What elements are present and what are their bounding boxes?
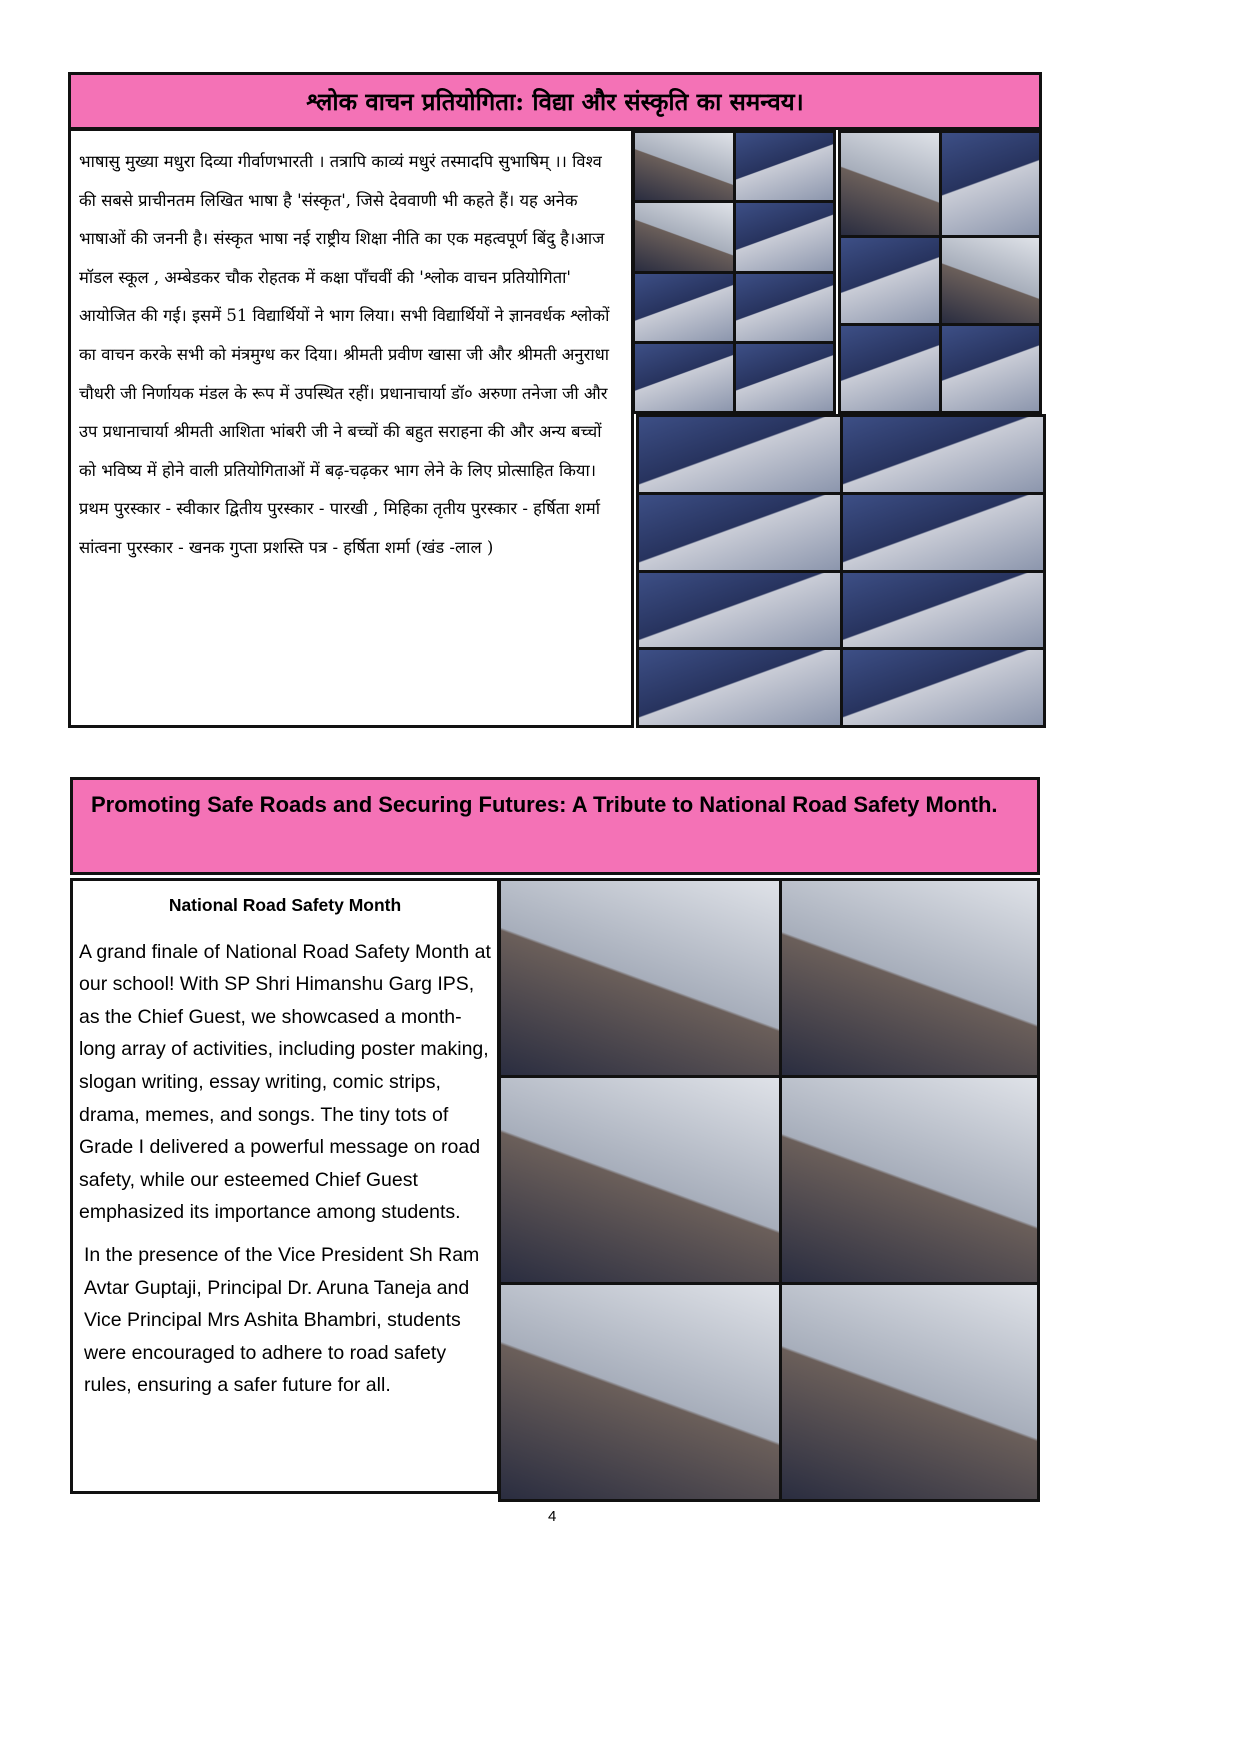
photo (635, 274, 733, 341)
photo (635, 203, 733, 270)
photo (501, 1078, 779, 1282)
road-safety-article (70, 878, 500, 1494)
shloka-photo-collage-c (636, 414, 1046, 728)
photo (843, 650, 1044, 725)
page-number: 4 (548, 1508, 557, 1525)
photo (736, 344, 834, 411)
road-safety-section-title: Promoting Safe Roads and Securing Futures: A Tribute to National Road Safety Month. (70, 777, 1040, 875)
photo (942, 326, 1040, 411)
photo (942, 133, 1040, 235)
photo (639, 573, 840, 648)
shloka-photo-collage-b (838, 130, 1042, 414)
article-paragraph-2: In the presence of the Vice President Sh Ram Avtar Guptaji, Principal Dr. Aruna Taneja and Vice Principal Mrs Ashita Bhambri, students were encouraged to adhere to road safety rules, ensuring a safer future for all. (84, 1243, 480, 1397)
photo (736, 133, 834, 200)
photo (635, 133, 733, 200)
photo (782, 1285, 1037, 1499)
shloka-photo-collage-a (632, 130, 836, 414)
photo (841, 238, 939, 323)
photo (639, 417, 840, 492)
photo (942, 238, 1040, 323)
photo (843, 573, 1044, 648)
road-safety-photo-grid (498, 878, 1040, 1502)
photo (841, 326, 939, 411)
photo (501, 881, 779, 1075)
article-paragraph-1: A grand finale of National Road Safety Month at our school! With SP Shri Himanshu Garg IPS, as the Chief Guest, we showcased a month-long array of activities, including poster making, slogan writing, essay writing, comic strips, drama, memes, and songs. The tiny tots of Grade I delivered a powerful message on road safety, while our esteemed Chief Guest emphasized its importance among students. (79, 940, 491, 1224)
article-subtitle: National Road Safety Month (168, 895, 402, 915)
photo (782, 1078, 1037, 1282)
photo (639, 495, 840, 570)
photo (736, 203, 834, 270)
photo (843, 495, 1044, 570)
shloka-section-title: श्लोक वाचन प्रतियोगिता: विद्या और संस्कृति का समन्वय। (68, 72, 1042, 130)
photo (736, 274, 834, 341)
photo (635, 344, 733, 411)
shloka-article-text: भाषासु मुख्या मधुरा दिव्या गीर्वाणभारती । तत्रापि काव्यं मधुरं तस्मादपि सुभाषिम् ।। विश्व की सबसे प्राचीनतम लिखित भाषा है 'संस्कृत', जिसे देववाणी भी कहते हैं। यह अनेक भाषाओं की जननी है। संस्कृत भाषा नई राष्ट्रीय शिक्षा नीति का एक महत्वपूर्ण बिंदु है।आज मॉडल स्कूल , अम्बेडकर चौक रोहतक में कक्षा पाँचवीं की 'श्लोक वाचन प्रतियोगिता' आयोजित की गई। इसमें 51 विद्यार्थियों ने भाग लिया। सभी विद्यार्थियों ने ज्ञानवर्धक श्लोकों का वाचन करके सभी को मंत्रमुग्ध कर दिया। श्रीमती प्रवीण खासा जी और श्रीमती अनुराधा चौधरी जी निर्णायक मंडल के रूप में उपस्थित रहीं। प्रधानाचार्या डॉ० अरुणा तनेजा जी और उप प्रधानाचार्या श्रीमती आशिता भांबरी जी ने बच्चों की बहुत सराहना की और अन्य बच्चों को भविष्य में होने वाली प्रतियोगिताओं में बढ़-चढ़कर भाग लेने के लिए प्रोत्साहित किया। प्रथम पुरस्कार - स्वीकार द्वितीय पुरस्कार - पारखी , मिहिका तृतीय पुरस्कार - हर्षिता शर्मा सांत्वना पुरस्कार - खनक गुप्ता प्रशस्ति पत्र - हर्षिता शर्मा (खंड -लाल ) (68, 128, 634, 728)
photo (841, 133, 939, 235)
photo (501, 1285, 779, 1499)
photo (782, 881, 1037, 1075)
photo (843, 417, 1044, 492)
photo (639, 650, 840, 725)
